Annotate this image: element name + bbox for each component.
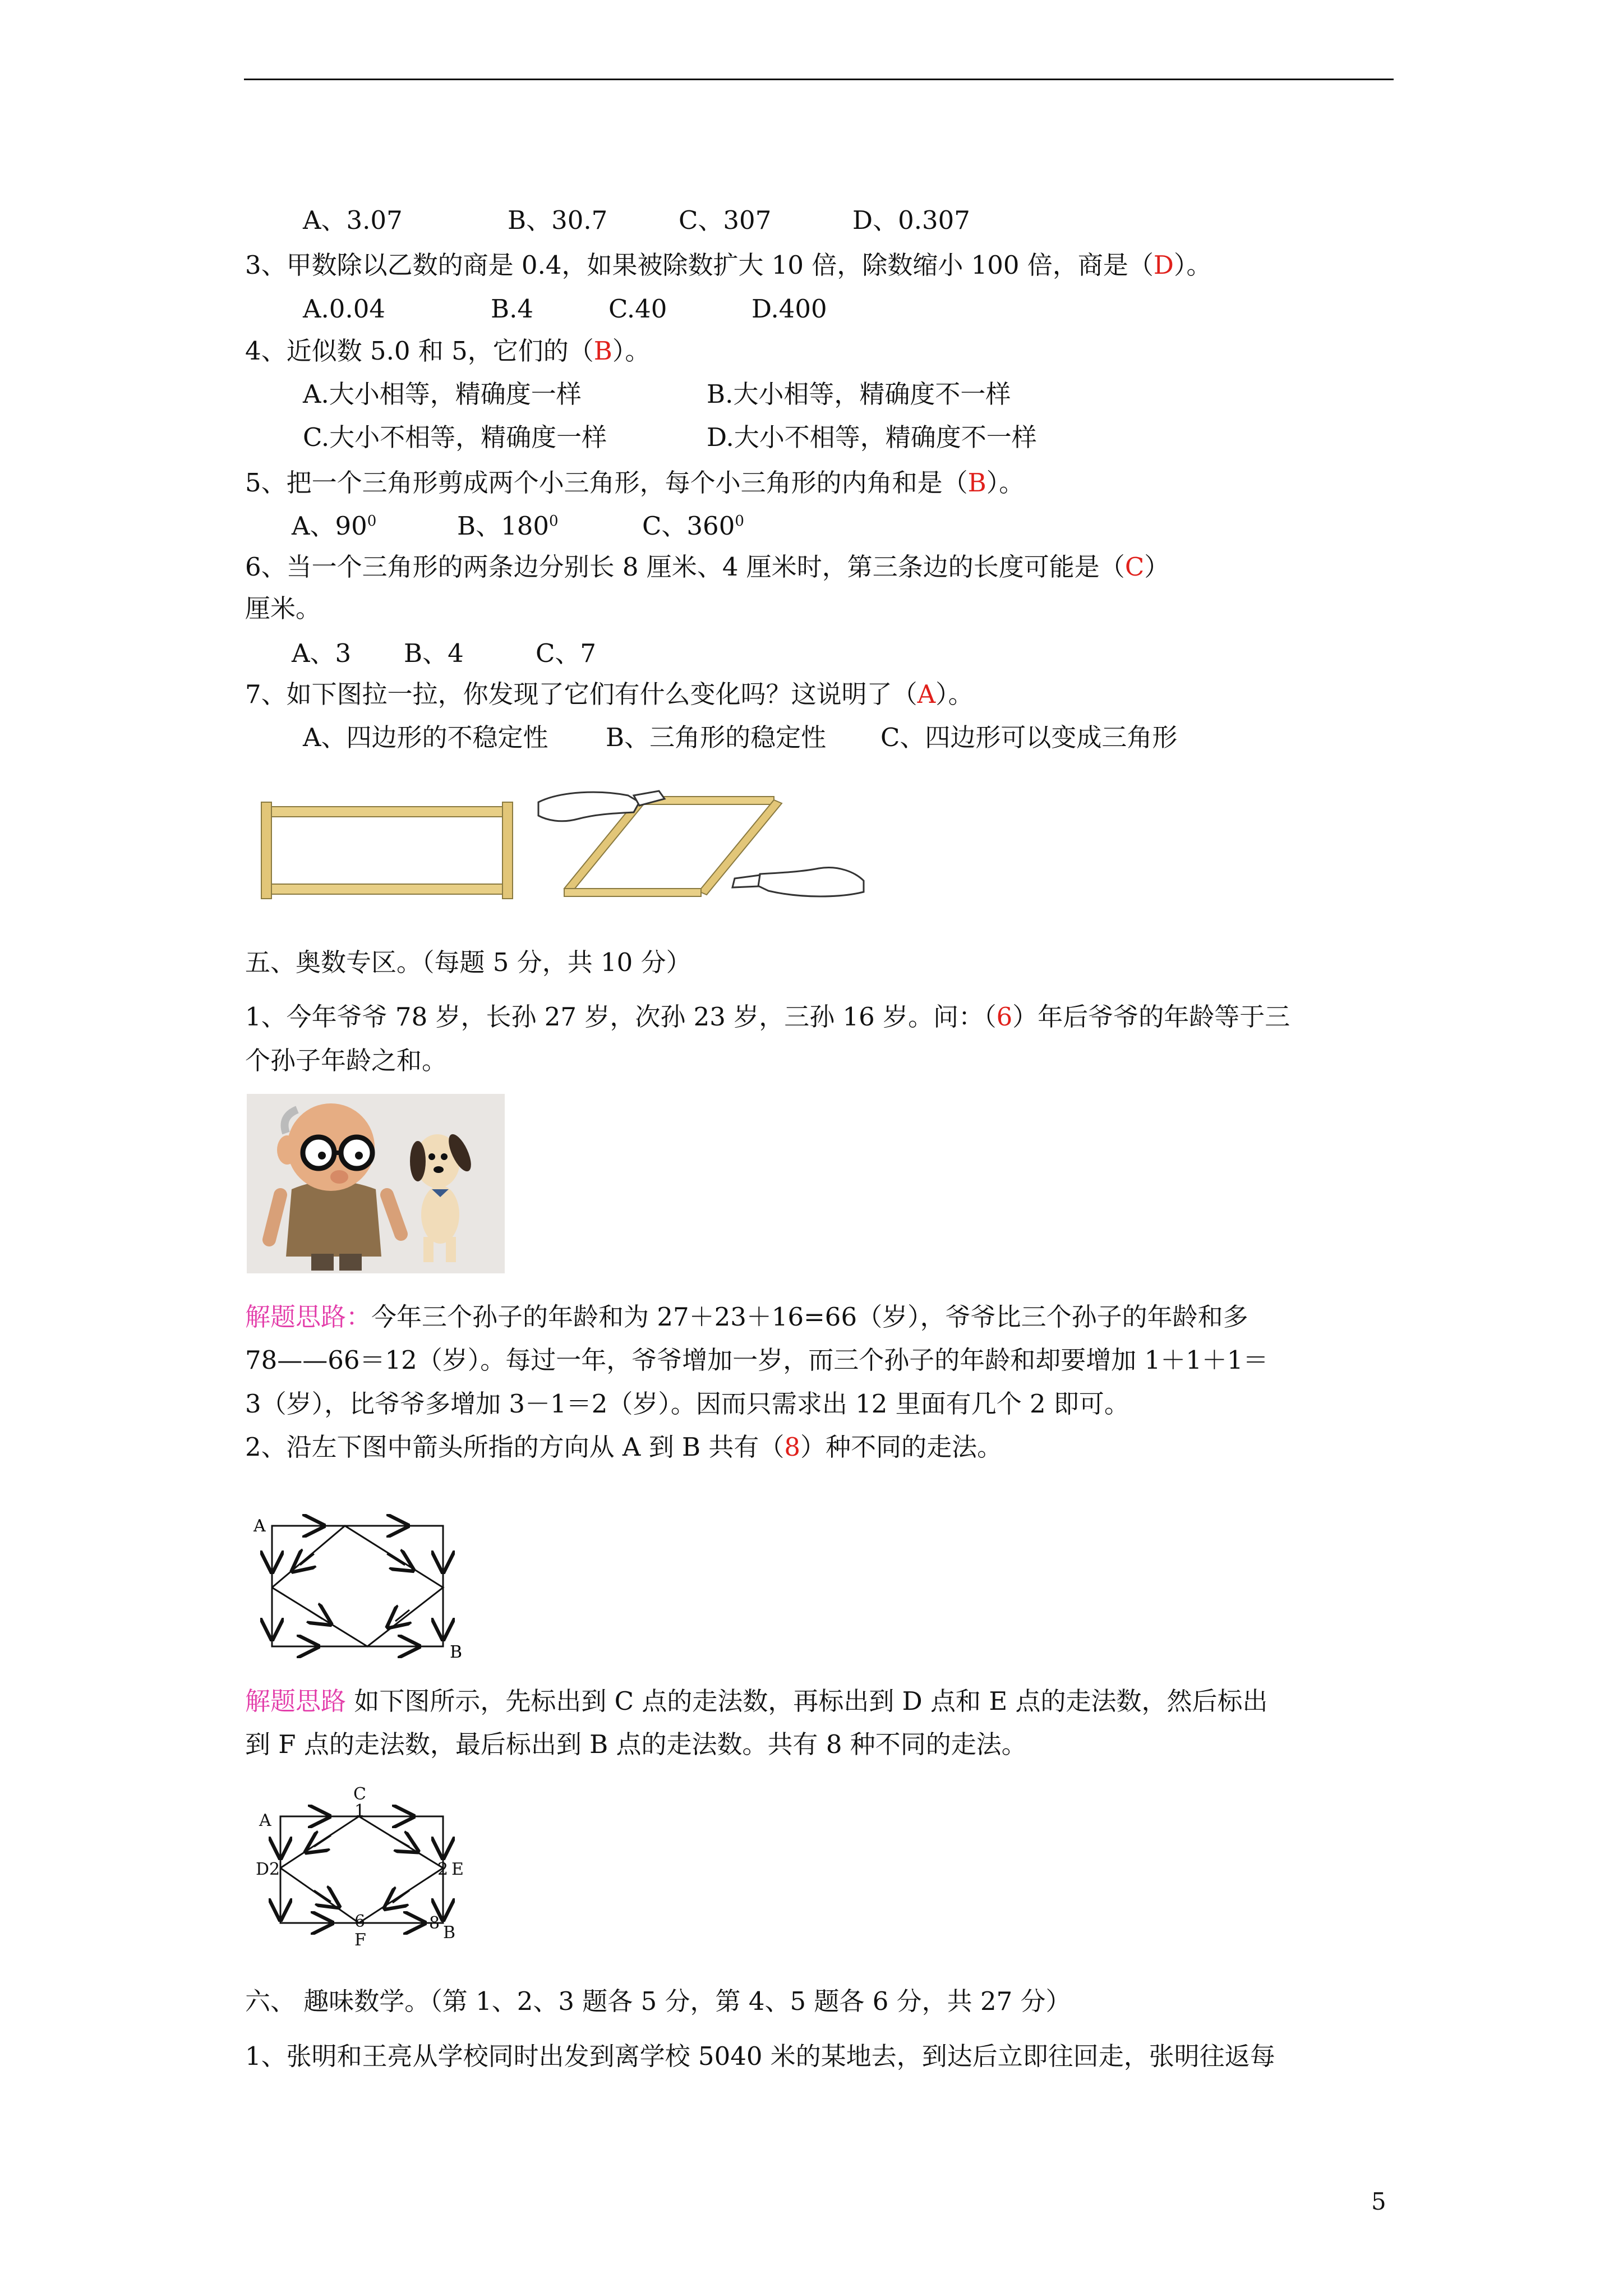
q4-option-d: D.大小不相等，精确度不一样 [707,422,1037,452]
grandpa-dog-illustration [247,1094,505,1273]
q3-option-d: D.400 [751,294,827,324]
point-e-label: E [451,1860,464,1879]
point-b-label-2: B [443,1923,456,1943]
q2-option-d: D、0.307 [852,205,970,235]
count-f: 6 [354,1912,366,1931]
point-a-label-2: A [259,1811,271,1830]
q3-option-c: C.40 [608,294,667,324]
q7-suffix: ）。 [935,679,974,709]
point-b-label: B [450,1642,463,1662]
q6-prefix: 6、当一个三角形的两条边分别长 8 厘米、4 厘米时，第三条边的长度可能是（ [245,552,1125,582]
s5-q1-solution-line3: 3（岁），比爷爷多增加 3－1＝2（岁）。因而只需求出 12 里面有几个 2 即可。 [245,1389,1129,1419]
q7-answer: A [917,679,936,709]
page-number: 5 [1371,2188,1386,2215]
q7-option-a: A、四边形的不稳定性 [303,723,548,752]
q6-answer: C [1124,552,1145,582]
q7-option-b: B、三角形的稳定性 [606,723,827,752]
q7-text [245,679,974,709]
q3-option-a: A.0.04 [303,294,385,324]
q7-option-c: C、四边形可以变成三角形 [880,723,1178,752]
q7-prefix: 7、如下图拉一拉，你发现了它们有什么变化吗？这说明了（ [245,679,917,709]
q3-prefix: 3、甲数除以乙数的商是 0.4，如果被除数扩大 10 倍，除数缩小 100 倍，商是（ [245,250,1154,280]
q4-suffix: ）。 [612,336,651,366]
s5-q2-solution-line1: 解题思路 如下图所示，先标出到 C 点的走法数，再标出到 D 点和 E 点的走法数，然后标出 [245,1686,1268,1716]
q2-option-b: B、30.7 [508,205,608,235]
s5-q2-solution-line2: 到 F 点的走法数，最后标出到 B 点的走法数。共有 8 种不同的走法。 [245,1729,1027,1759]
section5-title: 五、奥数专区。（每题 5 分，共 10 分） [245,947,691,977]
q5-suffix: ）。 [986,468,1025,498]
s5-q1-solution-line1: 解题思路：今年三个孙子的年龄和为 27＋23＋16=66（岁），爷爷比三个孙子的年龄和多 [245,1302,1248,1332]
header-rule [244,79,1394,80]
q6-text-line2: 厘米。 [245,593,321,623]
s5-q2-suffix: ）种不同的走法。 [800,1432,1003,1462]
route-count-diagram [247,1784,494,1952]
q4-answer: B [593,336,612,366]
count-b: 8 [429,1913,440,1933]
q4-option-b: B.大小相等，精确度不一样 [707,379,1011,409]
q6-option-c: C、7 [536,638,597,668]
s5-q2-prefix: 2、沿左下图中箭头所指的方向从 A 到 B 共有（ [245,1432,785,1462]
q5-text [245,468,1025,498]
route-diagram [247,1509,482,1660]
hands-icon [538,791,864,896]
q4-option-a: A.大小相等，精确度一样 [303,379,582,409]
q5-option-b: B、$180^0$ [457,511,559,541]
q6-suffix: ） [1144,552,1170,582]
s5-q1-prefix: 1、今年爷爷 78 岁，长孙 27 岁，次孙 23 岁，三孙 16 岁。问：（ [245,1002,997,1032]
q2-option-a: A、3.07 [303,205,403,235]
s5-q1-suffix: ）年后爷爷的年龄等于三 [1012,1002,1290,1032]
q3-option-b: B.4 [491,294,534,324]
q3-suffix: ）。 [1173,250,1212,280]
q4-option-c: C.大小不相等，精确度一样 [303,422,607,452]
s5-q1-solution-line2: 78——66＝12（岁）。每过一年，爷爷增加一岁，而三个孙子的年龄和却要增加 1＋1＋1＝ [245,1345,1269,1375]
solution1-label: 解题思路： [245,1302,372,1332]
q6-option-a: A、3 [292,638,352,668]
point-a-label: A [253,1516,266,1536]
frame-illustration [247,780,886,914]
section6-title: 六、 趣味数学。（第 1、2、3 题各 5 分，第 4、5 题各 6 分，共 27 分） [245,1986,1071,2016]
point-c-label: C [353,1784,366,1804]
count-e: 2 [437,1860,449,1879]
q4-text [245,338,650,364]
s6-q1-text: 1、张明和王亮从学校同时出发到离学校 5040 米的某地去，到达后立即往回走，张明往返每 [245,2041,1275,2071]
s5-q1-answer: 6 [996,1002,1013,1032]
s5-q1-text [245,1002,1290,1032]
point-f-label: F [354,1930,366,1950]
count-d: 2 [269,1860,280,1879]
point-d-label: D [256,1860,270,1879]
count-c: 1 [354,1801,366,1821]
q6-option-b: B、4 [404,638,464,668]
q3-text [245,252,1211,278]
q5-option-c: C、$360^0$ [642,511,744,541]
q4-prefix: 4、近似数 5.0 和 5，它们的（ [245,336,594,366]
q5-answer: B [967,468,986,498]
s5-q2-text [245,1434,1002,1460]
q5-prefix: 5、把一个三角形剪成两个小三角形，每个小三角形的内角和是（ [245,468,968,498]
s5-q2-answer: 8 [784,1432,801,1462]
s5-q1-text-line2: 个孙子年龄之和。 [245,1046,448,1075]
q6-text [245,552,1170,582]
q5-option-a: A、$90^0$ [292,511,377,541]
rectangle-frame [261,802,513,899]
q3-answer: D [1153,250,1174,280]
solution2-label: 解题思路 [245,1686,347,1716]
q2-option-c: C、307 [679,205,772,235]
